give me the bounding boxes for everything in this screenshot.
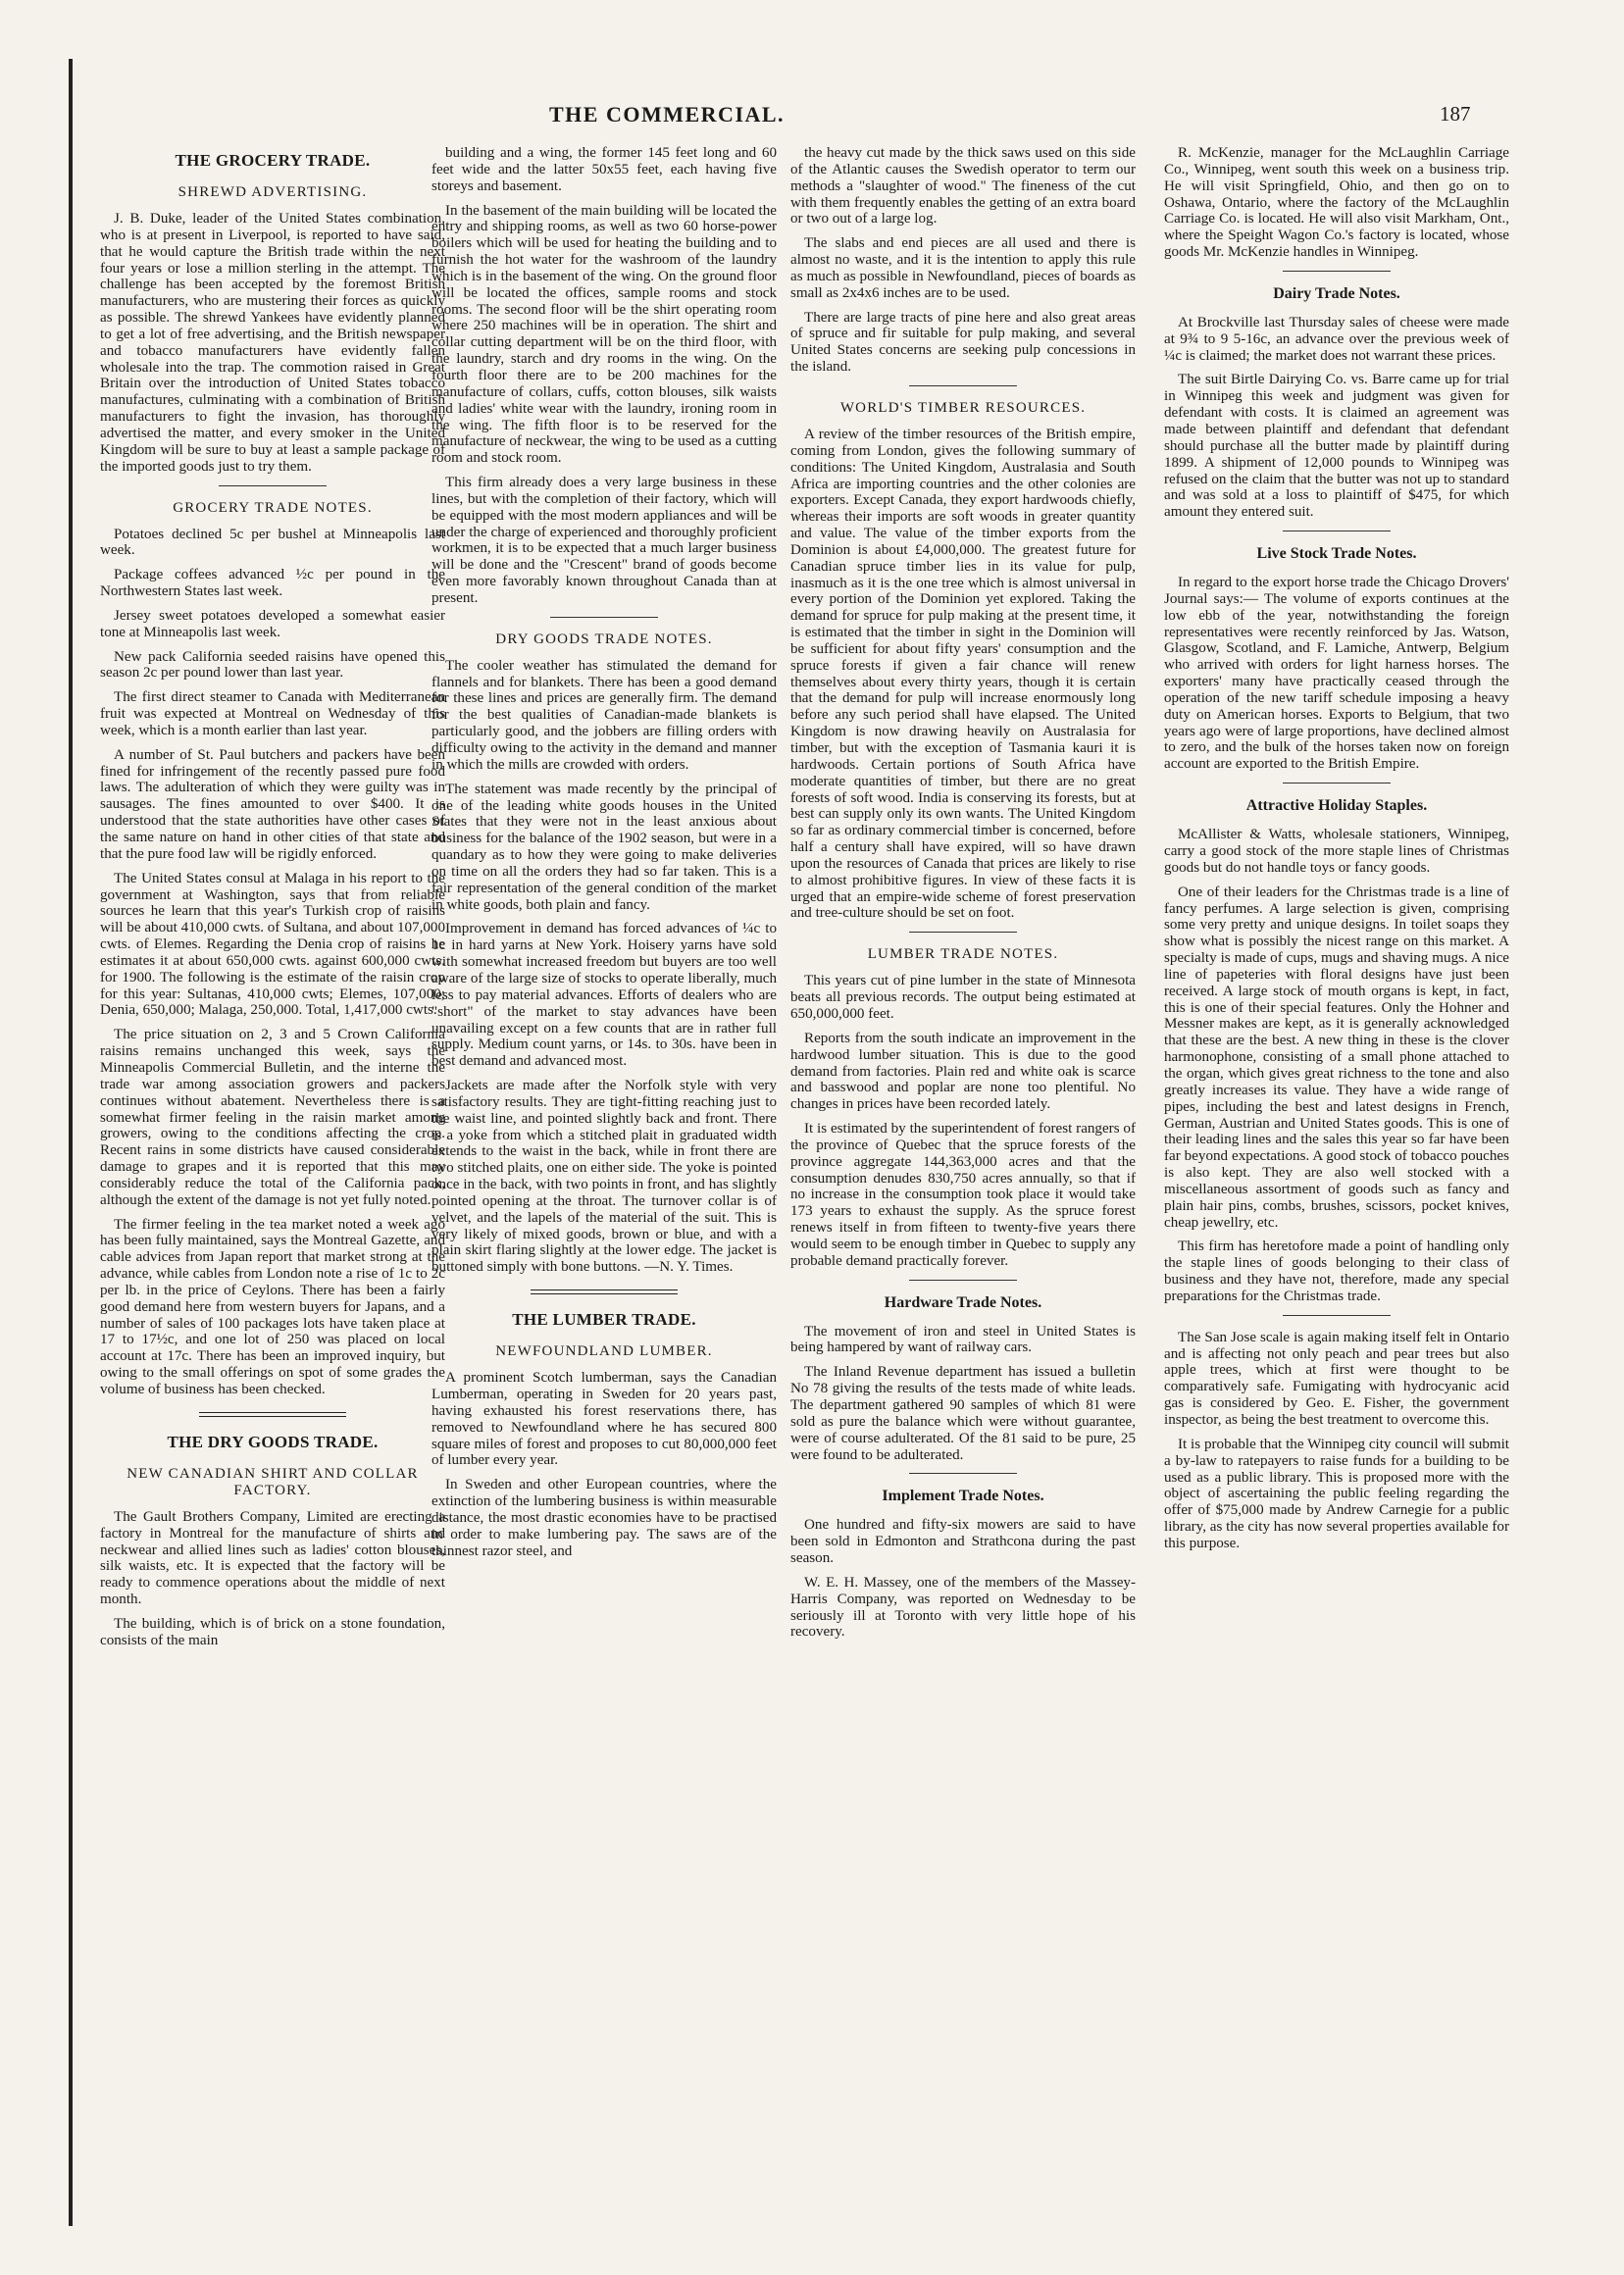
- article-heading: Attractive Holiday Staples.: [1245, 797, 1428, 815]
- masthead: THE COMMERCIAL.: [549, 102, 786, 126]
- article-heading: GROCERY TRADE NOTES.: [173, 499, 373, 516]
- column-4: [1164, 145, 1509, 1560]
- paragraph: The slabs and end pieces are all used and there is almost no waste, and it is the intention to apply this rule as much as possible in Newfoundland, pieces of boards as small as 2x4x6 inches are to be used.: [790, 235, 1136, 301]
- binding-edge: [69, 59, 73, 2226]
- paragraph: W. E. H. Massey, one of the members of the Massey-Harris Company, was reported on Wednesday to be seriously ill at Toronto with very little hope of his recovery.: [790, 1574, 1136, 1641]
- paragraph: McAllister & Watts, wholesale stationers, Winnipeg, carry a good stock of the more staple lines of Christmas goods but do not handle toys or fancy goods.: [1164, 827, 1509, 876]
- paragraph: The cooler weather has stimulated the demand for flannels and for blankets. There has been a good demand for these lines and prices are generally firm. The demand for the best qualities of Canadian-made blankets is particularly good, and the jobbers are filling orders with difficulty owing to the activity in the demand and manner in which the mills are crowded with orders.: [431, 657, 777, 773]
- divider: [531, 1289, 678, 1294]
- section-heading: THE GROCERY TRADE.: [175, 151, 371, 170]
- paragraph: Package coffees advanced ½c per pound in the Northwestern States last week.: [100, 567, 445, 600]
- page-number: 187: [1440, 102, 1471, 126]
- paragraph: The firmer feeling in the tea market noted a week ago has been fully maintained, says the Montreal Gazette, and cable advices from Japan report that market strong at the advance, while cables from London note a rise of 1c to 2c per lb. in the price of Ceylons. There has been a fairly good demand here from western buyers for Japans, and a number of sales of 100 packages lots have taken place at 17 to 17½c, and one lot of 250 was placed on local account at 17c. There has been an improved inquiry, but owing to the small offerings on spot of some grades the volume of business has been checked.: [100, 1216, 445, 1397]
- divider: [1283, 1315, 1391, 1316]
- paragraph: One hundred and fifty-six mowers are said to have been sold in Edmonton and Strathcona during the past season.: [790, 1517, 1136, 1567]
- paragraph: The Gault Brothers Company, Limited are erecting a factory in Montreal for the manufacture of shirts and neckwear and allied lines such as ladies' cotton blouses, silk waists, etc. It is expected that the factory will be ready to commence operations about the middle of next month.: [100, 1508, 445, 1608]
- paragraph: R. McKenzie, manager for the McLaughlin Carriage Co., Winnipeg, went south this week on a business trip. He will visit Springfield, Ohio, and then go on to Oshawa, Ontario, where the factory of the McLaughlin Carriage Co. is located. He will also visit Markham, Ont., where the Speight Wagon Co.'s factory is located, whose goods Mr. McKenzie handles in Winnipeg.: [1164, 145, 1509, 261]
- paragraph: the heavy cut made by the thick saws used on this side of the Atlantic causes the Swedish operator to term our methods a "slaughter of wood." The fineness of the cut with them frequently enables the getting of an extra board or two out of a large log.: [790, 145, 1136, 228]
- column-1: [100, 145, 445, 1657]
- paragraph: Reports from the south indicate an improvement in the hardwood lumber situation. This is due to the good demand from factories. Plain red and white oak is scarce and basswood and poplar are none too plentiful. No changes in prices have been recorded lately.: [790, 1030, 1136, 1113]
- article-heading: SHREWD ADVERTISING.: [178, 184, 368, 200]
- paragraph: Jersey sweet potatoes developed a somewhat easier tone at Minneapolis last week.: [100, 607, 445, 640]
- divider: [909, 1280, 1017, 1281]
- divider: [1283, 783, 1391, 784]
- article-heading: Dairy Trade Notes.: [1273, 284, 1400, 302]
- divider: [909, 1473, 1017, 1474]
- article-heading: DRY GOODS TRADE NOTES.: [495, 631, 713, 647]
- divider: [550, 617, 658, 618]
- section-heading: THE DRY GOODS TRADE.: [167, 1432, 379, 1451]
- paragraph: The movement of iron and steel in United States is being hampered by want of railway cars.: [790, 1323, 1136, 1356]
- paragraph: One of their leaders for the Christmas trade is a line of fancy perfumes. A large selection is given, comprising some very pretty and unique designs. In toilet soaps they show what is possibly the nicest range on this market. A specialty is made of cups, mugs and shaving mugs. A nice line of papeteries with floral designs have just been received. A large stock of mouth organs is kept, in fact, this is one of their special features. Only the Hohner and Messner makes are kept, as it is generally acknowledged that these are the best. A new thing in these is the clover harmonophone, consisting of a small phone attached to the organ, which gives great richness to the tone and also greatly increases its value. They have a wide range of pipes, including the best and latest designs in French, German, Austrian and United States goods. This is one of their leading lines and the sales this year so far have been far beyond expectations. A good stock of tobacco pouches is also kept. They are also well stocked with a miscellaneous assortment of goods such as fancy and plain hair pins, combs, brushes, scissors, pocket knives, cheap jewellry, etc.: [1164, 884, 1509, 1231]
- divider: [199, 1412, 346, 1417]
- paragraph: There are large tracts of pine here and also great areas of spruce and fir suitable for pulp making, and several United States concerns are seeking pulp concessions in the island.: [790, 309, 1136, 376]
- paragraph: It is probable that the Winnipeg city council will submit a by-law to ratepayers to raise funds for a building to be used as a public library. This is proposed more with the object of ascertaining the public feeling regarding the offer of $75,000 made by Andrew Carnegie for a public library, as the city has now several properties available for this purpose.: [1164, 1436, 1509, 1551]
- paragraph: A review of the timber resources of the British empire, coming from London, gives the following summary of conditions: The United Kingdom, Australasia and South Africa are importing countries and the other colonies are exporters. Except Canada, they export hardwoods chiefly, whereas their imports are soft woods in greater quantity and value. The value of the timber exports from the Dominion is about £4,000,000. The greatest future for Canadian spruce timber lies in its value for pulp, inasmuch as it is the one tree which is almost universal in every portion of the Dominion yet explored. Taking the demand for spruce for pulp making at the present time, it is estimated that the timber in sight in the Dominion will be sufficient for about fifty years' consumption and the spruce forests if given a fair chance will renew themselves about every thirty years, though it is certain that the demand for pulp will increase enormously long before any such period shall have elapsed. The United Kingdom is now drawing heavily on Australasia for timber, but with the exception of Tasmania kauri it is hardwoods. Certain portions of South Africa have moderate quantities of timber, but there are no great forests of soft wood. India is conserving its forests, but at best can supply only its own wants. The United Kingdom so far as ordinary commercial timber is concerned, before half a century shall have expired, will so have drawn upon the resources of Canada that prices are likely to rise to almost prohibitive figures. In view of these facts it is urged that an empire-wide scheme of forest preservation and tree-culture should be set on foot.: [790, 426, 1136, 922]
- paragraph: The Inland Revenue department has issued a bulletin No 78 giving the results of the tests made of white leads. The department gathered 90 samples of which 81 were sold as pure the balance which were without guarantee, were of course adulterated. Of the 81 said to be pure, 25 were found to be adulterated.: [790, 1364, 1136, 1463]
- paragraph: In the basement of the main building will be located the entry and shipping rooms, as well as two 60 horse-power boilers which will be used for heating the building and to furnish the hot water for the washroom of the laundry which is in the basement of the wing. On the ground floor will be located the offices, sample rooms and stock rooms. The second floor will be the shirt operating room where 250 machines will be in operation. The shirt and collar cutting department will be on the third floor, with the laundry, starch and dry rooms in the wing. On the fourth floor there are to be 200 machines for the manufacture of collars, cuffs, cotton blouses, silk waists and ladies' white wear with the laundry, ironing room in the wing. The fifth floor is to be reserved for the manufacture of neckwear, the wing to be used as a cutting room and stock room.: [431, 202, 777, 467]
- paragraph: A number of St. Paul butchers and packers have been fined for infringement of the recently passed pure food laws. The adulteration of which they were guilty was in sausages. The fines amounted to over $400. It is understood that the state authorities have other cases of the same nature on hand in other cities of that state and that the pure food law will be rigidly enforced.: [100, 746, 445, 862]
- paragraph: Potatoes declined 5c per bushel at Minneapolis last week.: [100, 526, 445, 559]
- paragraph: J. B. Duke, leader of the United States combination, who is at present in Liverpool, is reported to have said, that he would capture the British trade within the next four years or lose a million sterling in the attempt. The challenge has been accepted by the foremost British manufacturers, who are mustering their forces as quickly as possible. The shrewd Yankees have evidently planned to get a lot of free advertising, and the British newspaper and tobacco manufacturers have evidently fallen wholesale into the trap. The commotion raised in Great Britain over the introduction of United States tobacco manufactures, culminating with a combination of British manufacturers to fight the invasion, has thoroughly advertised the matter, and every smoker in the United Kingdom will be sure to buy at least a sample package of the imported goods just to try them.: [100, 211, 445, 475]
- paragraph: In regard to the export horse trade the Chicago Drovers' Journal says:— The volume of exports continues at the low ebb of the year, notwithstanding the foreign representatives were recently reinforced by Jas. Watson, Glasgow, Scotland, and F. Lamiche, Antwerp, Belgium who arrived with orders for light harness horses. The exporters' many have practically ceased through the operation of the new tariff schedule imposing a heavy duty on American horses. Exports to Belgium, that two years ago were of large proportions, have declined almost to zero, and the bulk of the horses taken now on foreign account are exported to the British Empire.: [1164, 575, 1509, 773]
- divider: [909, 385, 1017, 386]
- paragraph: A prominent Scotch lumberman, says the Canadian Lumberman, operating in Sweden for 20 years past, having exhausted his forest reservations there, has removed to Newfoundland where he has secured 800 square miles of forest and proposes to cut 80,000,000 feet of lumber every year.: [431, 1370, 777, 1469]
- paragraph: This years cut of pine lumber in the state of Minnesota beats all previous records. The output being estimated at 650,000,000 feet.: [790, 973, 1136, 1022]
- paragraph: The San Jose scale is again making itself felt in Ontario and is affecting not only peach and pear trees but also apple trees, which at first were thought to be comparatively safe. Fumigating with hydrocyanic acid gas is considered by Geo. E. Fisher, the government inspector, as being the best treatment to overcome this.: [1164, 1329, 1509, 1428]
- article-heading: Hardware Trade Notes.: [884, 1293, 1042, 1311]
- paragraph: The suit Birtle Dairying Co. vs. Barre came up for trial in Winnipeg this week and judgment was given for defendant with costs. It is claimed an agreement was made between plaintiff and defendant that defendant should purchase all the butter made by plaintiff during 1899. A shipment of 12,000 pounds to Winnipeg was refused on the claim that the butter was not up to standard and was sold at a loss to plaintiff of $475, for which amount they entered suit.: [1164, 372, 1509, 521]
- paragraph: building and a wing, the former 145 feet long and 60 feet wide and the latter 50x55 feet, each having five storeys and basement.: [431, 145, 777, 194]
- article-heading: Implement Trade Notes.: [882, 1488, 1044, 1505]
- paragraph: In Sweden and other European countries, where the extinction of the lumbering business is within measurable distance, the most drastic economies have to be practised in order to make lumbering pay. The saws are of the thinnest razor steel, and: [431, 1477, 777, 1559]
- paragraph: Improvement in demand has forced advances of ¼c to 1c in hard yarns at New York. Hoisery yarns have sold with somewhat increased freedom but buyers are too well aware of the large size of stocks to operate liberally, much less to pay material advances. Efforts of dealers who are "short" of the market to stay advances have been unavailing except on a few counts that are in rather full supply. Medium count yarns, or 14s. to 30s. have been in best demand and advanced most.: [431, 921, 777, 1070]
- article-heading: NEWFOUNDLAND LUMBER.: [495, 1343, 713, 1360]
- paragraph: This firm has heretofore made a point of handling only the staple lines of goods belonging to their class of business and they have not, therefore, made any special preparations for the Christmas trade.: [1164, 1239, 1509, 1304]
- paragraph: The United States consul at Malaga in his report to the government at Washington, says that from reliable sources he learn that this year's Turkish crop of raisins will be about 410,000 cwts. of Sultana, and about 107,000 cwts. of Elemes. Regarding the Denia crop of raisins he estimates it at about 650,000 cwts. against 600,000 cwts. for 1900. The following is the estimate of the raisin crop for this year: Sultanas, 410,000 cwts; Elemes, 107,000; Denia, 650,000; Malaga, 250,000. Total, 1,417,000 cwts.: [100, 870, 445, 1019]
- article-heading: LUMBER TRADE NOTES.: [867, 946, 1059, 963]
- column-3: [790, 145, 1136, 1648]
- divider: [909, 932, 1017, 933]
- article-heading: NEW CANADIAN SHIRT AND COLLAR FACTORY.: [127, 1465, 419, 1498]
- divider: [1283, 271, 1391, 272]
- column-2: [431, 145, 777, 1567]
- section-heading: THE LUMBER TRADE.: [512, 1310, 696, 1330]
- paragraph: The price situation on 2, 3 and 5 Crown California raisins remains unchanged this week, says the Minneapolis Commercial Bulletin, and the interne the trade war among association growers and packers continues without abatement. Nevertheless there is a somewhat firmer feeling in the raisin market among growers, owing to the conditions affecting the crop. Recent rains in some districts have caused considerable damage to grapes and it is reported that this may considerably reduce the total of the California pack, although the extent of the damage is not yet fully noted.: [100, 1027, 445, 1208]
- paragraph: New pack California seeded raisins have opened this season 2c per pound lower than last year.: [100, 648, 445, 682]
- divider: [219, 485, 327, 486]
- article-heading: WORLD'S TIMBER RESOURCES.: [839, 399, 1087, 416]
- article-heading: Live Stock Trade Notes.: [1256, 545, 1417, 563]
- paragraph: The building, which is of brick on a stone foundation, consists of the main: [100, 1615, 445, 1648]
- paragraph: Jackets are made after the Norfolk style with very satisfactory results. They are tight-fitting reaching just to the waist line, and pointed slightly back and front. There is a yoke from which a stitched plait in graduated width extends to the waist in the back, while in front there are two stitched plaits, one on either side. The yoke is pointed once in the back, with two points in front, and has slightly pointed opening at the throat. The turnover collar is of velvet, and the lapels of the material of the suit. This is very likely of mixed goods, brown or blue, and with a plain skirt flaring slightly at the lower edge. The jacket is buttoned simply with bone buttons. —N. Y. Times.: [431, 1078, 777, 1276]
- paragraph: The first direct steamer to Canada with Mediterranean fruit was expected at Montreal on Wednesday of this week, which is a month earlier than last year.: [100, 689, 445, 738]
- paragraph: At Brockville last Thursday sales of cheese were made at 9¾ to 9 5-16c, an advance over the previous week of ¼c is claimed; the market does not warrant these prices.: [1164, 314, 1509, 364]
- paragraph: It is estimated by the superintendent of forest rangers of the province of Quebec that the spruce forests of the province aggregate 144,363,000 acres and that the consumption denudes 830,750 acres annually, so that if no increase in the consumption took place it would take 173 years to exhaust the supply. As the spruce forest renews itself in from fifteen to twenty-five years there would seem to be enough timber in Quebec to supply any probable demand practically forever.: [790, 1121, 1136, 1269]
- paragraph: The statement was made recently by the principal of one of the leading white goods houses in the United States that they were not in the least anxious about business for the balance of the 1902 season, but were in a quandary as to how they were going to make deliveries on time on all the orders they had so far taken. This is a fair representation of the general condition of the market in white goods, both plain and fancy.: [431, 781, 777, 913]
- paragraph: This firm already does a very large business in these lines, but with the completion of their factory, which will be equipped with the most modern appliances and will be under the charge of experienced and thoroughly proficient workmen, it is to be expected that a much larger business will be done and the "Crescent" brand of goods become even more favorably known throughout Canada than at present.: [431, 475, 777, 606]
